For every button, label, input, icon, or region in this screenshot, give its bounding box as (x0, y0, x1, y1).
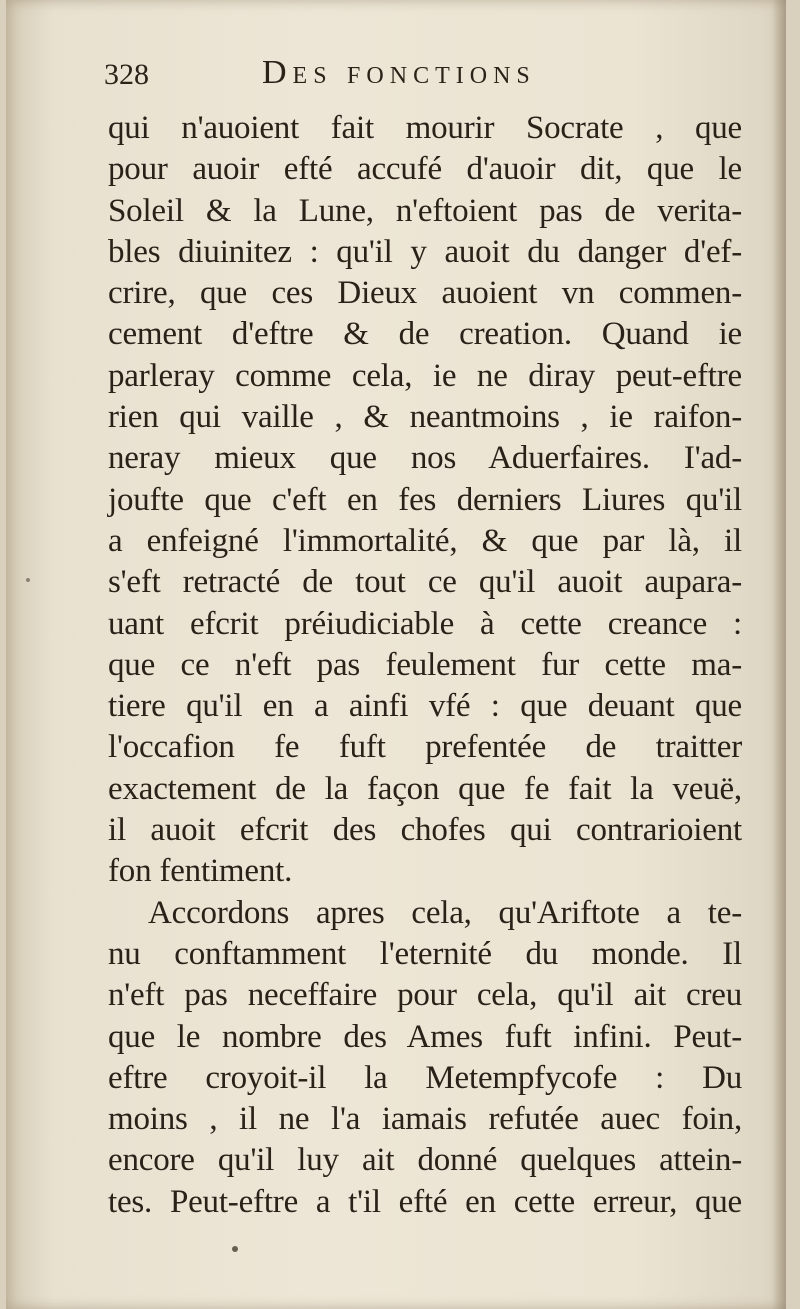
text-line: cement d'eftre & de creation. Quand ie (108, 316, 742, 353)
text-line: Soleil & la Lune, n'eftoient pas de verita- (108, 192, 742, 229)
text-line: rien qui vaille , & neantmoins , ie raifon- (108, 399, 742, 436)
text-line: qui n'auoient fait mourir Socrate , que (108, 110, 742, 146)
text-line: tiere qu'il en a ainfi vfé : que deuant que (108, 688, 742, 725)
text-line: pour auoir efté accufé d'auoir dit, que le (108, 151, 742, 188)
text-line: a enfeigné l'immortalité, & que par là, il (108, 522, 742, 559)
text-line: joufte que c'eft en fes derniers Liures qu'il (108, 481, 742, 518)
book-page (6, 0, 786, 1309)
text-line: tes. Peut-eftre a t'il efté en cette erreur, que (108, 1183, 742, 1220)
text-line: fon fentiment. (108, 853, 293, 890)
text-line: il auoit efcrit des chofes qui contrarioient (108, 812, 742, 849)
text-line: l'occafion fe fuft prefentée de traitter (108, 729, 742, 766)
text-line: eftre croyoit-il la Metempfycofe : Du (108, 1059, 742, 1096)
paragraph-start-line: Accordons apres cela, qu'Ariftote a te- (148, 894, 742, 931)
text-line: crire, que ces Dieux auoient vn commen- (108, 275, 742, 312)
body-text (108, 108, 742, 1223)
text-line: que ce n'eft pas feulement fur cette ma- (108, 646, 742, 683)
text-line: exactement de la façon que fe fait la veuë, (108, 770, 742, 807)
page-number: 328 (104, 58, 149, 91)
text-line: neray mieux que nos Aduerfaires. I'ad- (108, 440, 742, 477)
ink-spot (232, 1246, 238, 1252)
text-line: que le nombre des Ames fuft infini. Peut- (108, 1018, 742, 1055)
page-header (104, 54, 744, 100)
text-line: bles diuinitez : qu'il y auoit du danger d'ef- (108, 233, 742, 270)
text-line: encore qu'il luy ait donné quelques attein- (108, 1142, 742, 1179)
text-line: nu conftamment l'eternité du monde. Il (108, 935, 742, 972)
text-line: s'eft retracté de tout ce qu'il auoit aupara- (108, 564, 742, 601)
ink-spot (26, 578, 30, 582)
text-line: moins , il ne l'a iamais refutée auec foin, (108, 1101, 742, 1138)
text-line: parleray comme cela, ie ne diray peut-eftre (108, 357, 742, 394)
text-line: uant efcrit préiudiciable à cette creance : (108, 605, 742, 642)
text-line: n'eft pas neceffaire pour cela, qu'il ait creu (108, 977, 742, 1014)
running-head: Des fonctions (262, 54, 536, 91)
